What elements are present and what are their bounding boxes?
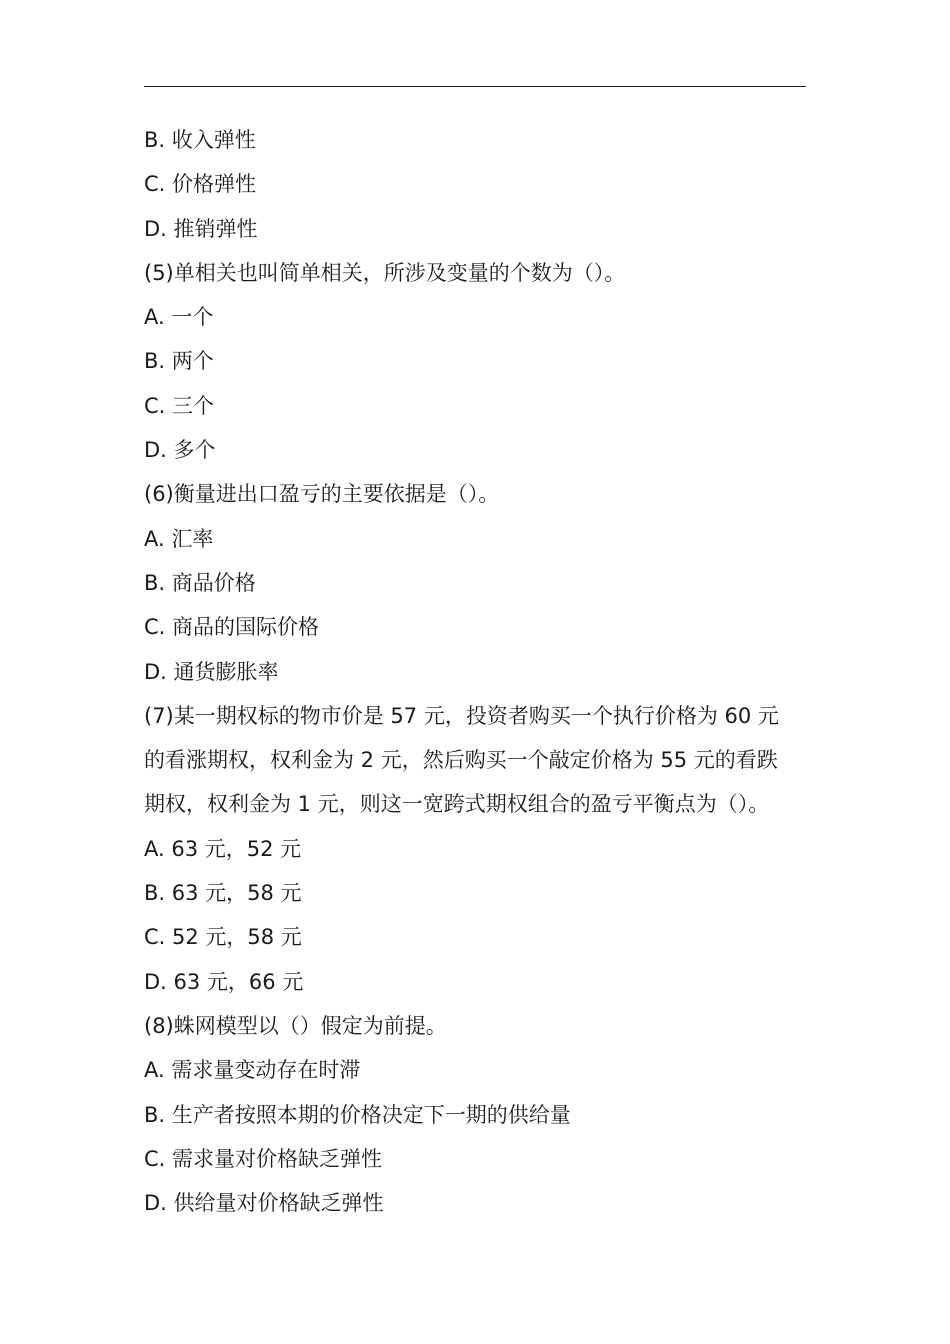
question-8: (8)蛛网模型以（）假定为前提。 — [144, 1013, 447, 1038]
document-body — [144, 118, 808, 1225]
option-c-q8: C. 需求量对价格缺乏弹性 — [144, 1146, 383, 1171]
option-a-q6: A. 汇率 — [144, 526, 214, 551]
question-7-line-2: 的看涨期权，权利金为 2 元，然后购买一个敲定价格为 55 元的看跌 — [144, 748, 778, 773]
option-a-q8: A. 需求量变动存在时滞 — [144, 1058, 361, 1083]
option-c-q5: C. 三个 — [144, 393, 215, 418]
option-a-q5: A. 一个 — [144, 305, 214, 330]
option-b-q7: B. 63 元，58 元 — [144, 881, 302, 906]
option-d-q8: D. 供给量对价格缺乏弹性 — [144, 1191, 384, 1216]
option-b-q4: B. 收入弹性 — [144, 128, 256, 152]
option-c-q6: C. 商品的国际价格 — [144, 615, 320, 640]
option-c-q7: C. 52 元，58 元 — [144, 925, 302, 950]
question-7-line-1: (7)某一期权标的物市价是 57 元，投资者购买一个执行价格为 60 元 — [144, 703, 779, 728]
option-b-q6: B. 商品价格 — [144, 570, 256, 595]
question-7-line-3: 期权，权利金为 1 元，则这一宽跨式期权组合的盈亏平衡点为（）。 — [144, 792, 770, 817]
header-rule — [144, 86, 806, 87]
question-6: (6)衡量进出口盈亏的主要依据是（）。 — [144, 482, 500, 507]
option-c-q4: C. 价格弹性 — [144, 172, 257, 197]
option-d-q4: D. 推销弹性 — [144, 216, 258, 241]
option-b-q8: B. 生产者按照本期的价格决定下一期的供给量 — [144, 1102, 571, 1127]
option-a-q7: A. 63 元，52 元 — [144, 836, 302, 861]
option-d-q7: D. 63 元，66 元 — [144, 969, 304, 994]
question-5: (5)单相关也叫简单相关，所涉及变量的个数为（）。 — [144, 260, 626, 285]
option-d-q5: D. 多个 — [144, 438, 216, 463]
option-d-q6: D. 通货膨胀率 — [144, 659, 279, 684]
option-b-q5: B. 两个 — [144, 349, 214, 374]
